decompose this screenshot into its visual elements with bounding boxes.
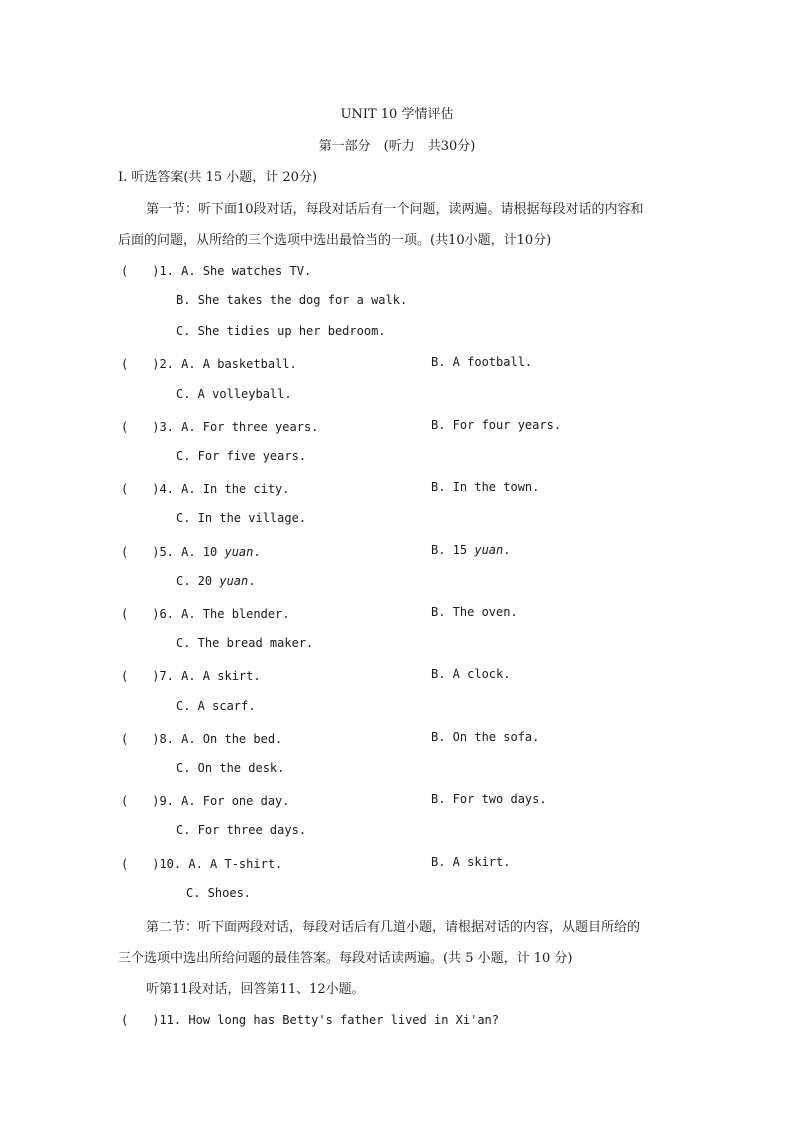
question-3-option-c: C. For five years.	[176, 449, 307, 463]
question-1-option-a: ( )1. A. She watches TV.	[121, 264, 312, 278]
section1-instruction-line1: 第一节：听下面10段对话，每段对话后有一个问题，读两遍。请根据每段对话的内容和	[146, 202, 644, 217]
question-6-option-a: ( )6. A. The blender.	[121, 607, 290, 621]
question-5-option-a	[121, 543, 261, 560]
question-5-c-unit: yuan	[219, 574, 249, 588]
question-9-option-b: B. For two days.	[431, 792, 547, 806]
question-8-option-b: B. On the sofa.	[431, 730, 540, 744]
question-1-option-b: B. She takes the dog for a walk.	[176, 293, 408, 307]
part-heading: 第一部分 (听力 共30分)	[318, 139, 476, 154]
question-7-option-a: ( )7. A. A skirt.	[121, 669, 261, 683]
question-2-option-b: B. A football.	[431, 355, 533, 369]
question-10-option-a: ( )10. A. A T-shirt.	[121, 857, 283, 871]
question-11: ( )11. How long has Betty's father lived in Xi'an?	[121, 1013, 500, 1027]
question-9-option-c: C. For three days.	[176, 823, 307, 837]
question-2-option-a: ( )2. A. A basketball.	[121, 357, 297, 371]
dialog-intro: 听第11段对话，回答第11、12小题。	[146, 982, 365, 997]
question-5-option-c	[176, 574, 256, 588]
question-2-option-c: C. A volleyball.	[176, 387, 292, 401]
question-7-option-b: B. A clock.	[431, 667, 511, 681]
question-5-c-text: C. 20	[176, 574, 220, 588]
section2-instruction-line1: 第二节：听下面两段对话，每段对话后有几道小题，请根据对话的内容，从题目所给的	[146, 920, 641, 935]
question-5-a-end: .	[253, 545, 261, 559]
question-4-option-a: ( )4. A. In the city.	[121, 482, 290, 496]
question-9-option-a: ( )9. A. For one day.	[121, 794, 290, 808]
section-heading: Ⅰ. 听选答案(共 15 小题，计 20分)	[118, 170, 318, 185]
question-3-option-b: B. For four years.	[431, 418, 562, 432]
question-10-option-c: C. Shoes.	[186, 886, 252, 900]
question-5-b-unit: yuan	[474, 543, 504, 557]
question-4-option-c: C. In the village.	[176, 511, 307, 525]
question-6-option-c: C. The bread maker.	[176, 636, 314, 650]
question-5-a-unit: yuan	[224, 545, 254, 559]
question-1-option-c: C. She tidies up her bedroom.	[176, 324, 386, 338]
question-6-option-b: B. The oven.	[431, 605, 518, 619]
section1-instruction-line2: 后面的问题，从所给的三个选项中选出最恰当的一项。(共10小题，计10分)	[118, 233, 552, 248]
question-10-option-b: B. A skirt.	[431, 855, 511, 869]
question-5-b-end: .	[503, 543, 511, 557]
question-5-c-end: .	[248, 574, 256, 588]
question-5-b-text: B. 15	[431, 543, 475, 557]
question-5-a-text: ( )5. A. 10	[121, 545, 225, 559]
question-4-option-b: B. In the town.	[431, 480, 540, 494]
page-title: UNIT 10 学情评估	[340, 107, 454, 122]
question-5-option-b	[431, 543, 511, 557]
question-8-option-a: ( )8. A. On the bed.	[121, 732, 283, 746]
question-7-option-c: C. A scarf.	[176, 699, 256, 713]
question-3-option-a: ( )3. A. For three years.	[121, 420, 319, 434]
section2-instruction-line2: 三个选项中选出所给问题的最佳答案。每段对话读两遍。(共 5 小题，计 10 分)	[118, 951, 573, 966]
question-8-option-c: C. On the desk.	[176, 761, 285, 775]
